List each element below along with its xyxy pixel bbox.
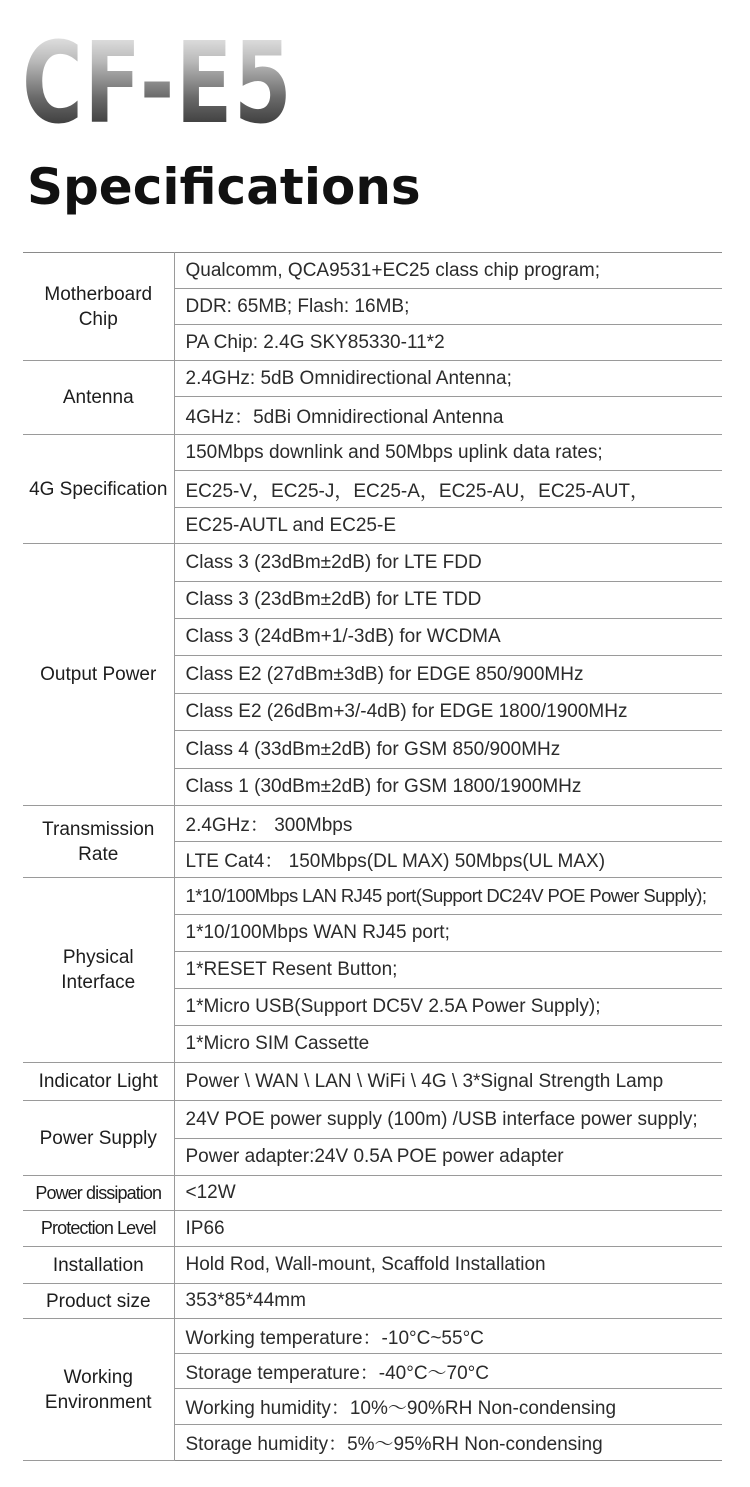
spec-row [23, 544, 722, 582]
spec-row [23, 1101, 722, 1139]
spec-row [23, 435, 722, 471]
spec-label-power-dissipation: Power dissipation [23, 1176, 174, 1211]
spec-label-output-power: Output Power [23, 544, 174, 806]
spec-value: Class E2 (26dBm+3/-4dB) for EDGE 1800/1900MHz [174, 694, 722, 731]
spec-value: 1*Micro USB(Support DC5V 2.5A Power Supply); [174, 989, 722, 1026]
spec-row [23, 1063, 722, 1101]
spec-value: Power adapter:24V 0.5A POE power adapter [174, 1139, 722, 1176]
spec-value: 24V POE power supply (100m) /USB interface power supply; [174, 1101, 722, 1139]
page-title: Specifications [27, 158, 421, 216]
spec-value: Storage temperature：-40°C～70°C [174, 1354, 722, 1389]
spec-value: EC25-V，EC25-J，EC25-A，EC25-AU，EC25-AUT， [174, 471, 722, 508]
spec-label-antenna: Antenna [23, 361, 174, 435]
spec-row [23, 878, 722, 915]
spec-label-working-environment: Working Environment [23, 1319, 174, 1461]
spec-label-protection-level: Protection Level [23, 1211, 174, 1247]
spec-value: Class 1 (30dBm±2dB) for GSM 1800/1900MHz [174, 769, 722, 806]
spec-value: Class 3 (23dBm±2dB) for LTE TDD [174, 582, 722, 619]
spec-value: 1*10/100Mbps WAN RJ45 port; [174, 915, 722, 952]
brand-logo: CF-E5 [22, 19, 293, 149]
spec-label-physical-interface: Physical Interface [23, 878, 174, 1063]
spec-label-installation: Installation [23, 1247, 174, 1284]
spec-value: Class E2 (27dBm±3dB) for EDGE 850/900MHz [174, 656, 722, 694]
spec-value: EC25-AUTL and EC25-E [174, 508, 722, 544]
spec-value: LTE Cat4： 150Mbps(DL MAX) 50Mbps(UL MAX) [174, 842, 722, 878]
spec-table [23, 252, 722, 1461]
spec-row [23, 1247, 722, 1284]
spec-value: 353*85*44mm [174, 1284, 722, 1319]
spec-value: Hold Rod, Wall-mount, Scaffold Installation [174, 1247, 722, 1284]
spec-value: 1*RESET Resent Button; [174, 952, 722, 989]
spec-value: 2.4GHz: 5dB Omnidirectional Antenna; [174, 361, 722, 397]
spec-value: DDR: 65MB; Flash: 16MB; [174, 289, 722, 325]
spec-label-4g-specification: 4G Specification [23, 435, 174, 544]
spec-label-product-size: Product size [23, 1284, 174, 1319]
spec-row [23, 1319, 722, 1354]
spec-label-power-supply: Power Supply [23, 1101, 174, 1176]
spec-row [23, 361, 722, 397]
spec-row [23, 1284, 722, 1319]
spec-label-transmission-rate: Transmission Rate [23, 806, 174, 878]
spec-value: Storage humidity：5%～95%RH Non-condensing [174, 1425, 722, 1461]
spec-row [23, 1211, 722, 1247]
spec-value: Class 3 (24dBm+1/-3dB) for WCDMA [174, 619, 722, 656]
spec-value: 150Mbps downlink and 50Mbps uplink data rates; [174, 435, 722, 471]
spec-value: Working temperature：-10°C~55°C [174, 1319, 722, 1354]
spec-value: Class 3 (23dBm±2dB) for LTE FDD [174, 544, 722, 582]
spec-value: Qualcomm, QCA9531+EC25 class chip program; [174, 253, 722, 289]
spec-value: IP66 [174, 1211, 722, 1247]
spec-label-motherboard-chip: Motherboard Chip [23, 253, 174, 361]
spec-value: Class 4 (33dBm±2dB) for GSM 850/900MHz [174, 731, 722, 769]
spec-value: 1*Micro SIM Cassette [174, 1026, 722, 1063]
spec-label-indicator-light: Indicator Light [23, 1063, 174, 1101]
spec-row [23, 253, 722, 289]
spec-value: <12W [174, 1176, 722, 1211]
spec-row [23, 806, 722, 842]
spec-row [23, 1176, 722, 1211]
spec-value: 4GHz：5dBi Omnidirectional Antenna [174, 397, 722, 435]
spec-value: Power \ WAN \ LAN \ WiFi \ 4G \ 3*Signal Strength Lamp [174, 1063, 722, 1101]
spec-value: 2.4GHz： 300Mbps [174, 806, 722, 842]
spec-value: Working humidity：10%～90%RH Non-condensing [174, 1389, 722, 1425]
spec-value: PA Chip: 2.4G SKY85330-11*2 [174, 325, 722, 361]
spec-value: 1*10/100Mbps LAN RJ45 port(Support DC24V POE Power Supply); [174, 878, 722, 915]
